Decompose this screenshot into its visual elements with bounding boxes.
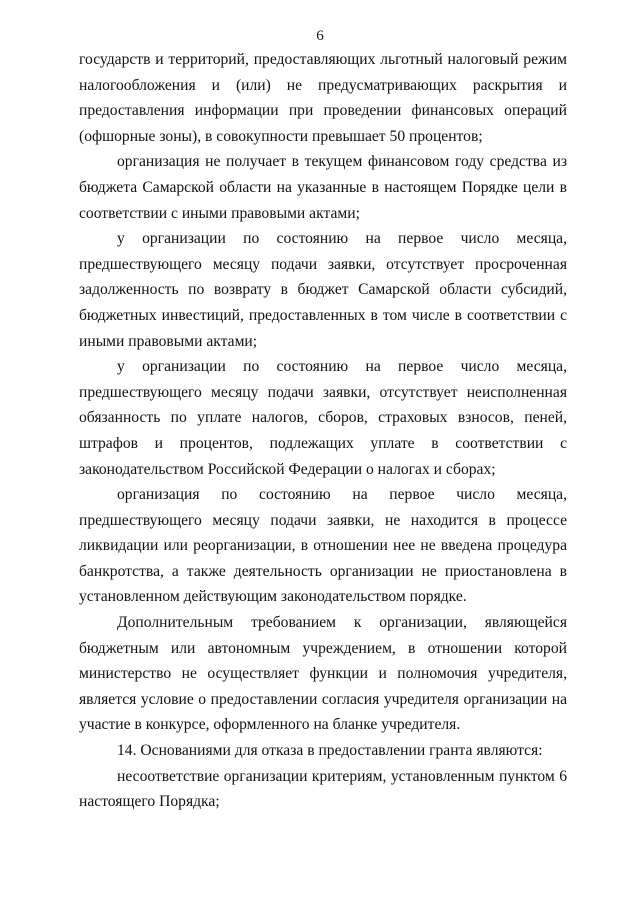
paragraph-no-liquidation: организация по состоянию на первое число месяца, предшествующего месяцу подачи заявки, не находится в процессе ликвидации или реорганизации, в отношении нее не введена процедура банкротства, а также деятельность организации не приостановлена в установленном действующим законодательством порядке. bbox=[79, 486, 567, 606]
paragraph-no-tax-obligation: у организации по состоянию на первое число месяца, предшествующего месяцу подачи заявки, отсутствует неисполненная обязанность по уплате налогов, сборов, страховых взносов, пеней, штрафов и процентов, подлежащих уплате в соответствии с законодательством Российской Федерации о налогах и сборах; bbox=[79, 358, 567, 478]
paragraph-offshore-continuation: государств и территорий, предоставляющих льготный налоговый режим налогообложения и (или) не предусматривающих раскрытия и предоставления информации при проведении финансовых операций (офшорные зоны), в совокупности превышает 50 процентов; bbox=[79, 51, 567, 145]
paragraph-additional-requirement: Дополнительным требованием к организации, являющейся бюджетным или автономным учреждением, в отношении которой министерство не осуществляет функции и полномочия учредителя, является условие о предоставлении согласия учредителя организации на участие в конкурсе, оформленного на бланке учредителя. bbox=[79, 614, 567, 734]
document-body bbox=[79, 47, 567, 815]
page-number: 6 bbox=[316, 28, 324, 44]
paragraph-no-budget-funds: организация не получает в текущем финансовом году средства из бюджета Самарской области на указанные в настоящем Порядке цели в соответствии с иными правовыми актами; bbox=[79, 153, 567, 222]
paragraph-criteria-mismatch: несоответствие организации критериям, установленным пунктом 6 настоящего Порядка; bbox=[79, 767, 567, 811]
paragraph-no-overdue-debt: у организации по состоянию на первое число месяца, предшествующего месяцу подачи заявки, отсутствует просроченная задолженность по возврату в бюджет Самарской области субсидий, бюджетных инвестиций, предоставленных в том числе в соответствии с иными правовыми актами; bbox=[79, 230, 567, 350]
paragraph-section-14: 14. Основаниями для отказа в предоставлении гранта являются: bbox=[117, 742, 543, 760]
